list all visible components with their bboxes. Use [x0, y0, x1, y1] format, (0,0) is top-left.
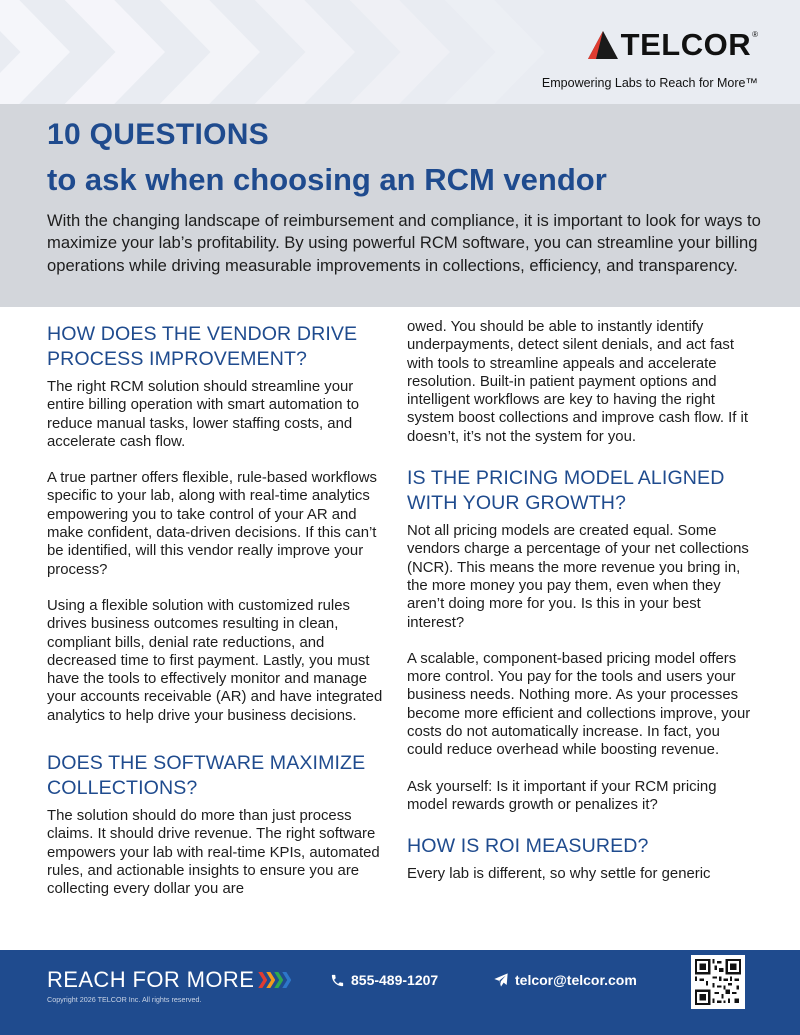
section-heading-maximize-collections: DOES THE SOFTWARE MAXIMIZE COLLECTIONS?: [47, 752, 366, 800]
logo-wordmark: TELCOR: [620, 27, 752, 62]
copyright-notice: Copyright 2026 TELCOR Inc. All rights reserved.: [47, 995, 202, 1004]
footer-slogan: [47, 967, 290, 993]
page-title: 10 QUESTIONS: [47, 118, 269, 151]
chevron-decoration: [340, 0, 450, 104]
intro-paragraph: With the changing landscape of reimbursement and compliance, it is important to look for ways to maximize your lab’s profitability. By using powerful RCM software, you can streamline your billing operations while driving measurable improvements in collections, efficiency, and transparency.: [47, 211, 761, 275]
section-heading-roi: HOW IS ROI MEASURED?: [407, 835, 649, 858]
chevron-decoration: [245, 0, 355, 104]
left-column: [47, 322, 392, 917]
footer-band: [0, 950, 800, 1035]
registered-mark: ®: [752, 30, 758, 39]
page-subtitle: to ask when choosing an RCM vendor: [47, 162, 607, 197]
slogan-text: REACH FOR MORE: [47, 967, 255, 992]
section-heading-pricing-model: IS THE PRICING MODEL ALIGNED WITH YOUR GROWTH?: [407, 467, 725, 515]
qr-code[interactable]: [691, 955, 745, 1009]
colored-arrows-icon: [258, 972, 290, 988]
paragraph: The solution should do more than just process claims. It should drive revenue. The right software empowers your lab with real-time KPIs, automated rules, and actionable insights to ensure you are collecting every dollar you are: [47, 808, 380, 898]
chevron-decoration: [435, 0, 545, 104]
paragraph: Not all pricing models are created equal. Some vendors charge a percentage of your net collections (NCR). This means the more revenue you bring in, the more money you pay them, even when they aren’t doing more for you. Is this in your best interest?: [407, 523, 749, 631]
qr-code-graphic: [695, 959, 741, 1005]
chevron-decoration: [55, 0, 165, 104]
logo-triangle-icon: [587, 30, 619, 60]
chevron-decoration: [0, 0, 70, 104]
email-contact[interactable]: [493, 972, 637, 988]
title-band: [0, 104, 800, 307]
phone-icon: [330, 973, 345, 988]
chevron-decoration: [150, 0, 260, 104]
paragraph: owed. You should be able to instantly identify underpayments, detect silent denials, and act fast with tools to streamline appeals and accelerate resolution. Built-in patient payment options and intelligent workflows are key to having the right system boost collections and improve cash flow. If it doesn’t, it’s not the system for you.: [407, 319, 748, 445]
paragraph: A scalable, component-based pricing model offers more control. You pay for the tools and users your business needs. Nothing more. As your processes become more efficient and collections improve, your costs do not automatically increase. In fact, you could reduce overhead while boosting revenue.: [407, 650, 751, 759]
phone-contact[interactable]: [330, 972, 438, 988]
telcor-logo: [587, 27, 758, 62]
section-heading-process-improvement: HOW DOES THE VENDOR DRIVE PROCESS IMPROVEMENT?: [47, 323, 358, 370]
send-icon: [493, 972, 509, 988]
paragraph: Ask yourself: Is it important if your RCM pricing model rewards growth or penalizes it?: [407, 778, 717, 813]
right-column: [407, 318, 752, 902]
paragraph: Using a flexible solution with customized rules drives business outcomes resulting in clean, compliant bills, denial rate reductions, and decreased time to first payment. Lastly, you must have the tools to effectively monitor and manage your accounts receivable (AR) and have integrated analytics to help drive your business decisions.: [47, 597, 383, 724]
paragraph: Every lab is different, so why settle for generic: [407, 866, 711, 883]
paragraph: A true partner offers flexible, rule-based workflows specific to your lab, along with real-time analytics empowering you to take control of your AR and make confident, data-driven decisions. If this can’t be identified, will this vendor really improve your process?: [47, 470, 377, 578]
phone-number: 855-489-1207: [351, 972, 439, 988]
email-address: telcor@telcor.com: [515, 972, 637, 988]
paragraph: The right RCM solution should streamline your entire billing operation with smart automation to reduce manual tasks, lower staffing costs, and accelerate cash flow.: [47, 379, 360, 450]
header-banner: [0, 0, 800, 104]
tagline: Empowering Labs to Reach for More™: [541, 76, 758, 90]
